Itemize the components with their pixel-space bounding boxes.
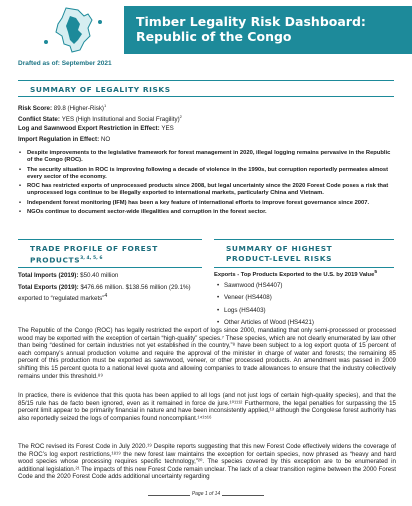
list-item: • Other Articles of Wood (HS4421) [214,319,394,326]
list-item: • Veneer (HS4408) [214,294,394,301]
risk-score: Risk Score: 89.8 (Higher-Risk)$^1$ [18,103,107,113]
total-imports: Total Imports (2019): $50.40 million [18,272,119,279]
congo-map-icon [26,6,118,54]
footer-divider [222,495,264,496]
conflict-state: Conflict State: YES (High Institutional and Social Fragility)$^2$ [18,114,182,124]
footer-divider [148,495,190,496]
page-title: Timber Legality Risk Dashboard: Republic of the Congo [136,14,366,44]
body-paragraph: In practice, there is evidence that this quota has been applied to all logs (and not just logs of certain high-quality species), and that the 85/15 rule has de facto been ignored, even as it remained in force de jure.¹⁰¹¹¹² Furthermore, the legal penalties for surpassing the 15 percent limit appear to be primarily financial in nature and have been inconsistently applied,¹³ although the Congolese forest authority has also reportedly seized the logs of companies found noncompliant.¹⁴¹⁵¹⁶ [18,392,396,422]
body-paragraph: The ROC revised its Forest Code in July 2020.¹⁹ Despite reports suggesting that this new Forest Code effectively widens the coverage of the ROC’s log export restrictions,¹⁸¹⁹ the new forest law maintains the exception for certain species, now phrased as “heavy and hard wood species whose processing requires specific technology,”²⁰. The species covered by this exception are to be enumerated in additional legislation.²¹ The impacts of this new Forest Code remain unclear. The lack of a clear transition regime between the 2000 Forest Code and the 2020 Forest Code adds additional uncertainty regarding [18,443,396,481]
legality-section-heading: SUMMARY OF LEGALITY RISKS [18,80,394,97]
list-item: • Sawnwood (HS4407) [214,282,394,289]
page-number: Page 1 of 14 [191,491,221,497]
products-subheading: Exports - Top Products Exported to the U.S. by 2019 Value$^5$ [214,270,377,278]
total-exports: Total Exports (2019): $476.66 million. $138.56 million (29.1%) exported to “regulated markets”$^4$ [18,284,191,303]
list-item: • Independent forest monitoring (IFM) has been a key feature of international efforts to improve forest governance since 2007. [18,200,396,207]
products-section-heading: SUMMARY OF HIGHEST PRODUCT-LEVEL RISKS [214,239,394,268]
body-paragraph: The Republic of the Congo (ROC) has legally restricted the export of logs since 2000, mandating that only semi-processed or processed wood may be exported with the exception of certain “high-quality” species.⁷ These species, which are not clearly enumerated by law other than being “destined for certain industries not yet established in the country,”⁸ have been subject to a log export quota of 15 percent of each company’s annual production volume and require the approval of the minister in charge of water and forests; the remaining 85 percent of this production must be exported as sawnwood, veneer, or other processed products. An amendment was passed in 2009 shifting this 15 percent quota to a national level quota and allowing companies to trade allowances to ensure that the industry collectively remains under this threshold.⁸⁹ [18,327,396,380]
trade-section-heading: TRADE PROFILE OF FOREST PRODUCTS$^{3, 4, 5, 6}$ [18,239,202,268]
log-export-restriction: Log and Sawnwood Export Restriction in Effect: YES [18,125,174,132]
list-item: • Logs (HS4403) [214,307,394,314]
page-footer [0,491,412,501]
list-item: • Despite improvements to the legislative framework for forest management in 2020, illegal logging remains pervasive in the Republic of the Congo (ROC). [18,150,396,164]
drafted-date: Drafted as of: September 2021 [18,60,112,67]
page-header [0,0,412,54]
legality-bullets [18,150,396,219]
list-item: • NGOs continue to document sector-wide illegalities and corruption in the forest sector. [18,209,396,216]
products-list [214,282,394,332]
import-regulation: Import Regulation in Effect: NO [18,136,111,143]
list-item: • ROC has restricted exports of unprocessed products since 2008, but legal uncertainty since the 2020 Forest Code poses a risk that unprocessed logs continue to be illegally exported to international markets, particularly China and Vietnam. [18,183,396,197]
trade-profile [18,272,202,307]
list-item: • The security situation in ROC is improving following a decade of violence in the 1990s, but corruption reportedly permeates almost every sector of the economy. [18,167,396,181]
